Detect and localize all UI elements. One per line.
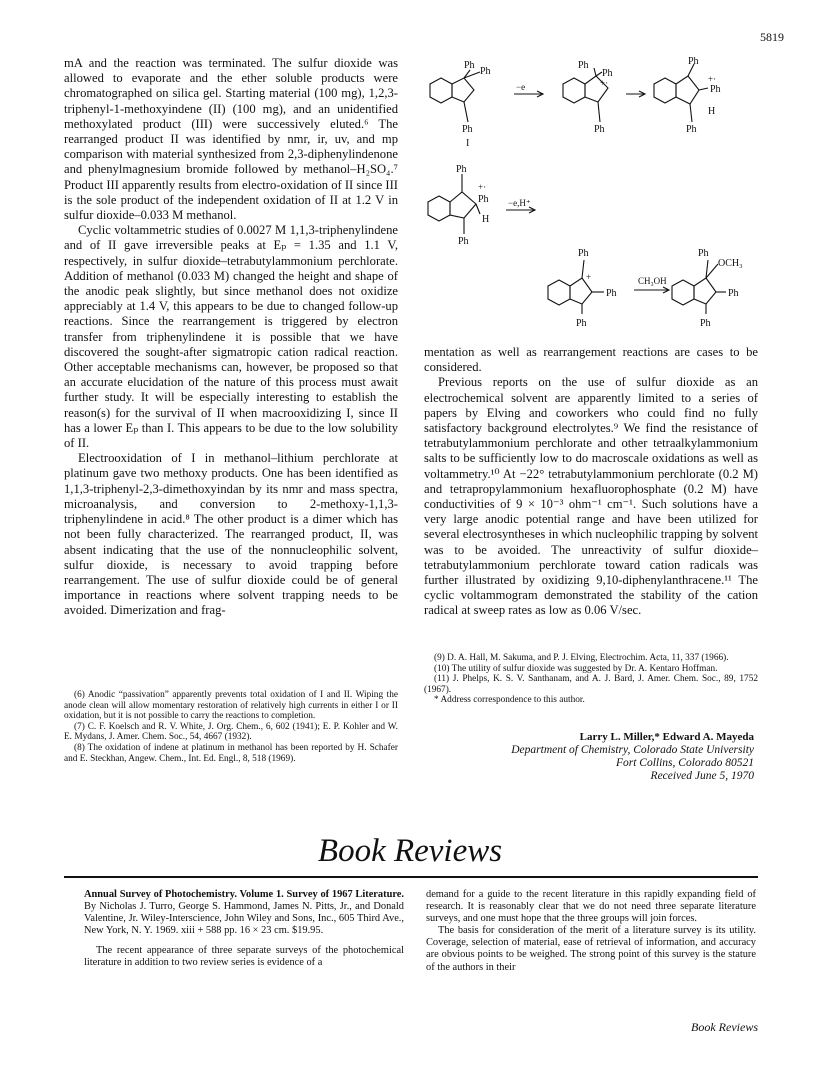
book-review-paragraph: The basis for consideration of the merit of a literature survey is its utility. Coverage, selection of material, ease of retrieval of information, and accuracy are obvious points to be weighed. The strong point of this survey is the stature of the authors in their bbox=[426, 925, 756, 973]
book-review-left-column bbox=[84, 889, 404, 970]
scheme-ph-label: Ph bbox=[578, 60, 589, 71]
right-paragraph-1: mentation as well as rearrangement reactions are cases to be considered. bbox=[424, 345, 758, 375]
page-footer: Book Reviews bbox=[691, 1020, 758, 1034]
footnotes-right bbox=[424, 653, 758, 706]
right-paragraph-2: Previous reports on the use of sulfur dioxide as an electrochemical solvent are apparently limited to a series of papers by Elving and coworkers who could find no fully satisfactory background electrolytes.⁹ We find the resistance of tetrabutylammonium perchlorate and other tetraalkylammonium salts to be sufficiently low to do macroscale oxidations as well as voltammetry.¹⁰ At −22° tetrabutylammonium perchlorate (0.2 M) and tetrapropylammonium hexafluorophosphate (0.2 M) have conductivities of 9 × 10⁻³ ohm⁻¹ cm⁻¹. Such solutions have a very large anodic potential range and have been utilized for several electrosyntheses in which nucleophilic trapping by solvent was to be avoided. The unreactivity of sulfur dioxide–tetrabutylammonium perchlorate toward cation radicals was further illustrated by oxidizing 9,10-diphenylanthracene.¹¹ The cyclic voltammogram demonstrated the stability of the cation radical at sweep rates as low as 0.06 V/sec. bbox=[424, 375, 758, 618]
reaction-scheme bbox=[418, 52, 768, 342]
footnote-10: (10) The utility of sulfur dioxide was suggested by Dr. A. Kentaro Hoffman. bbox=[434, 663, 718, 674]
footnote-11: (11) J. Phelps, K. S. V. Santhanam, and A. J. Bard, J. Amer. Chem. Soc., 89, 1752 (1967). bbox=[424, 674, 758, 695]
scheme-ph-label: Ph bbox=[686, 124, 697, 135]
scheme-ph-label: Ph bbox=[710, 84, 721, 95]
left-paragraph-1: mA and the reaction was terminated. The sulfur dioxide was allowed to evaporate and the ether soluble products were chromatographed on silica gel. Starting material (100 mg), 1,2,3-triphenyl-1-methoxyindene (II) (100 mg), and an unidentified methoxylated product (III) were successively eluted.⁶ The rearranged product II was identified by nmr, ir, uv, and mp comparison with material synthesized from 2,3-diphenylindenone and phenylmagnesium bromide followed by methanol–H₂SO₄.⁷ Product III apparently results from electro-oxidation of II since III is the sole product of the independent oxidation of II at 1.2 V in sulfur dioxide–0.033 M methanol. bbox=[64, 56, 398, 223]
book-review-title: Annual Survey of Photochemistry. Volume 1. Survey of 1967 Literature. bbox=[84, 889, 404, 900]
scheme-ph-label: Ph bbox=[700, 318, 711, 329]
footnote-7: (7) C. F. Koelsch and R. V. White, J. Org. Chem., 6, 602 (1941); E. P. Kohler and W. E. Mydans, J. Amer. Chem. Soc., 54, 4667 (1932). bbox=[64, 721, 398, 743]
book-review-paragraph: The recent appearance of three separate surveys of the photochemical literature in addition to two review series is evidence of a bbox=[84, 945, 404, 969]
scheme-ph-label: Ph bbox=[698, 248, 709, 259]
scheme-charge-label: +· bbox=[600, 78, 609, 88]
footnote-8: (8) The oxidation of indene at platinum in methanol has been reported by H. Schafer and E. Steckhan, Angew. Chem., Int. Ed. Engl., 8, 518 (1969). bbox=[64, 742, 398, 764]
scheme-ph-label: Ph bbox=[456, 164, 467, 175]
scheme-charge-label: +· bbox=[478, 182, 487, 192]
scheme-ph-label: Ph bbox=[480, 66, 491, 77]
scheme-h-label: H bbox=[708, 106, 716, 117]
scheme-ph-label: Ph bbox=[576, 318, 587, 329]
author-names: Larry L. Miller,* Edward A. Mayeda bbox=[579, 731, 754, 743]
scheme-ph-label: Ph bbox=[728, 288, 739, 299]
footnotes-left bbox=[64, 690, 398, 764]
scheme-och3-label: OCH₃ bbox=[718, 258, 743, 269]
footnote-9: (9) D. A. Hall, M. Sakuma, and P. J. Elving, Electrochim. Acta, 11, 337 (1966). bbox=[434, 653, 729, 663]
scheme-arrow-label: CH₃OH bbox=[638, 276, 667, 286]
scheme-charge-label: +· bbox=[708, 74, 717, 84]
scheme-ph-label: Ph bbox=[578, 248, 589, 259]
scheme-ph-label: Ph bbox=[594, 124, 605, 135]
book-review-paragraph: demand for a guide to the recent literature in this rapidly expanding field of research. It is reasonably clear that we do not need three separate literature surveys, and one must hope that the three groups will join forces. bbox=[426, 889, 756, 925]
scheme-compound-label: I bbox=[466, 138, 470, 149]
scheme-arrow-label: −e,H⁺ bbox=[508, 198, 531, 208]
scheme-charge-label: + bbox=[586, 272, 592, 282]
section-divider bbox=[64, 876, 758, 878]
scheme-ph-label: Ph bbox=[602, 68, 613, 79]
scheme-ph-label: Ph bbox=[462, 124, 473, 135]
scheme-ph-label: Ph bbox=[464, 60, 475, 71]
scheme-h-label: H bbox=[482, 214, 490, 225]
left-column-body bbox=[64, 56, 398, 619]
left-paragraph-3: Electrooxidation of I in methanol–lithium perchlorate at platinum gave two methoxy products. One has been identified as 1,1,3-triphenyl-2,3-dimethoxyindan by its nmr and mass spectra, microanalysis, and conversion to 2-methoxy-1,1,3-triphenylindene in acid.⁸ The other product is a dimer which has not been fully characterized. The rearranged product, II, was absent indicating that the use of the nonnucleophilic solvent, sulfur dioxide, is necessary to avoid trapping before rearrangement. The use of sulfur dioxide could be of general importance in reactions where solvent trapping needs to be avoided. Dimerization and frag- bbox=[64, 451, 398, 618]
book-review-entry bbox=[84, 889, 404, 937]
scheme-ph-label: Ph bbox=[688, 56, 699, 67]
author-location: Fort Collins, Colorado 80521 bbox=[615, 757, 754, 769]
scheme-ph-label: Ph bbox=[606, 288, 617, 299]
book-reviews-heading: Book Reviews bbox=[317, 833, 503, 869]
scheme-ph-label: Ph bbox=[478, 194, 489, 205]
footnote-asterisk: * Address correspondence to this author. bbox=[434, 695, 585, 706]
page-number: 5819 bbox=[760, 30, 784, 44]
footnote-6: (6) Anodic “passivation” apparently prevents total oxidation of I and II. Wiping the anode clean will allow momentary restoration of relatively high currents in either I or II oxidation, but it is not possible to carry the reactions to completion. bbox=[64, 690, 398, 722]
book-review-byline: By Nicholas J. Turro, George S. Hammond, James N. Pitts, Jr., and Donald Valentine, Jr. Wiley-Interscience, John Wiley and Sons, Inc., 605 Third Ave., New York, N. Y. 1969. xiii + 588 pp. 16 × 23 cm. $19.95. bbox=[84, 901, 404, 937]
left-paragraph-2: Cyclic voltammetric studies of 0.0027 M 1,1,3-triphenylindene and of II gave irreversible peaks at Eₚ = 1.35 and 1.1 V, respectively, in sulfur dioxide–tetrabutylammonium perchlorate. Addition of methanol (0.033 M) changed the height and shape of the anodic peak slightly, but since methanol does not oxidize appreciably at 1.4 V, this appears to be due to changed follow-up reactions. Since the rearrangement is triggered by electron transfer from triphenylindene it is possible that we have discovered the sought-after sigmatropic cation radical reaction. Other acceptable mechanisms can, however, be proposed so that an accurate elucidation of the nature of this process must await further study. It will be especially interesting to establish the reason(s) for the survival of II when macrooxidizing I, since II has a lower Eₚ than I. This appears to be due to the low solubility of II. bbox=[64, 223, 398, 451]
right-column-body bbox=[424, 345, 758, 619]
received-date: Received June 5, 1970 bbox=[650, 770, 754, 782]
book-review-right-column bbox=[426, 889, 756, 974]
scheme-arrow-label: −e bbox=[516, 82, 526, 92]
scheme-ph-label: Ph bbox=[458, 236, 469, 247]
author-block bbox=[424, 731, 754, 783]
author-department: Department of Chemistry, Colorado State University bbox=[511, 744, 754, 756]
